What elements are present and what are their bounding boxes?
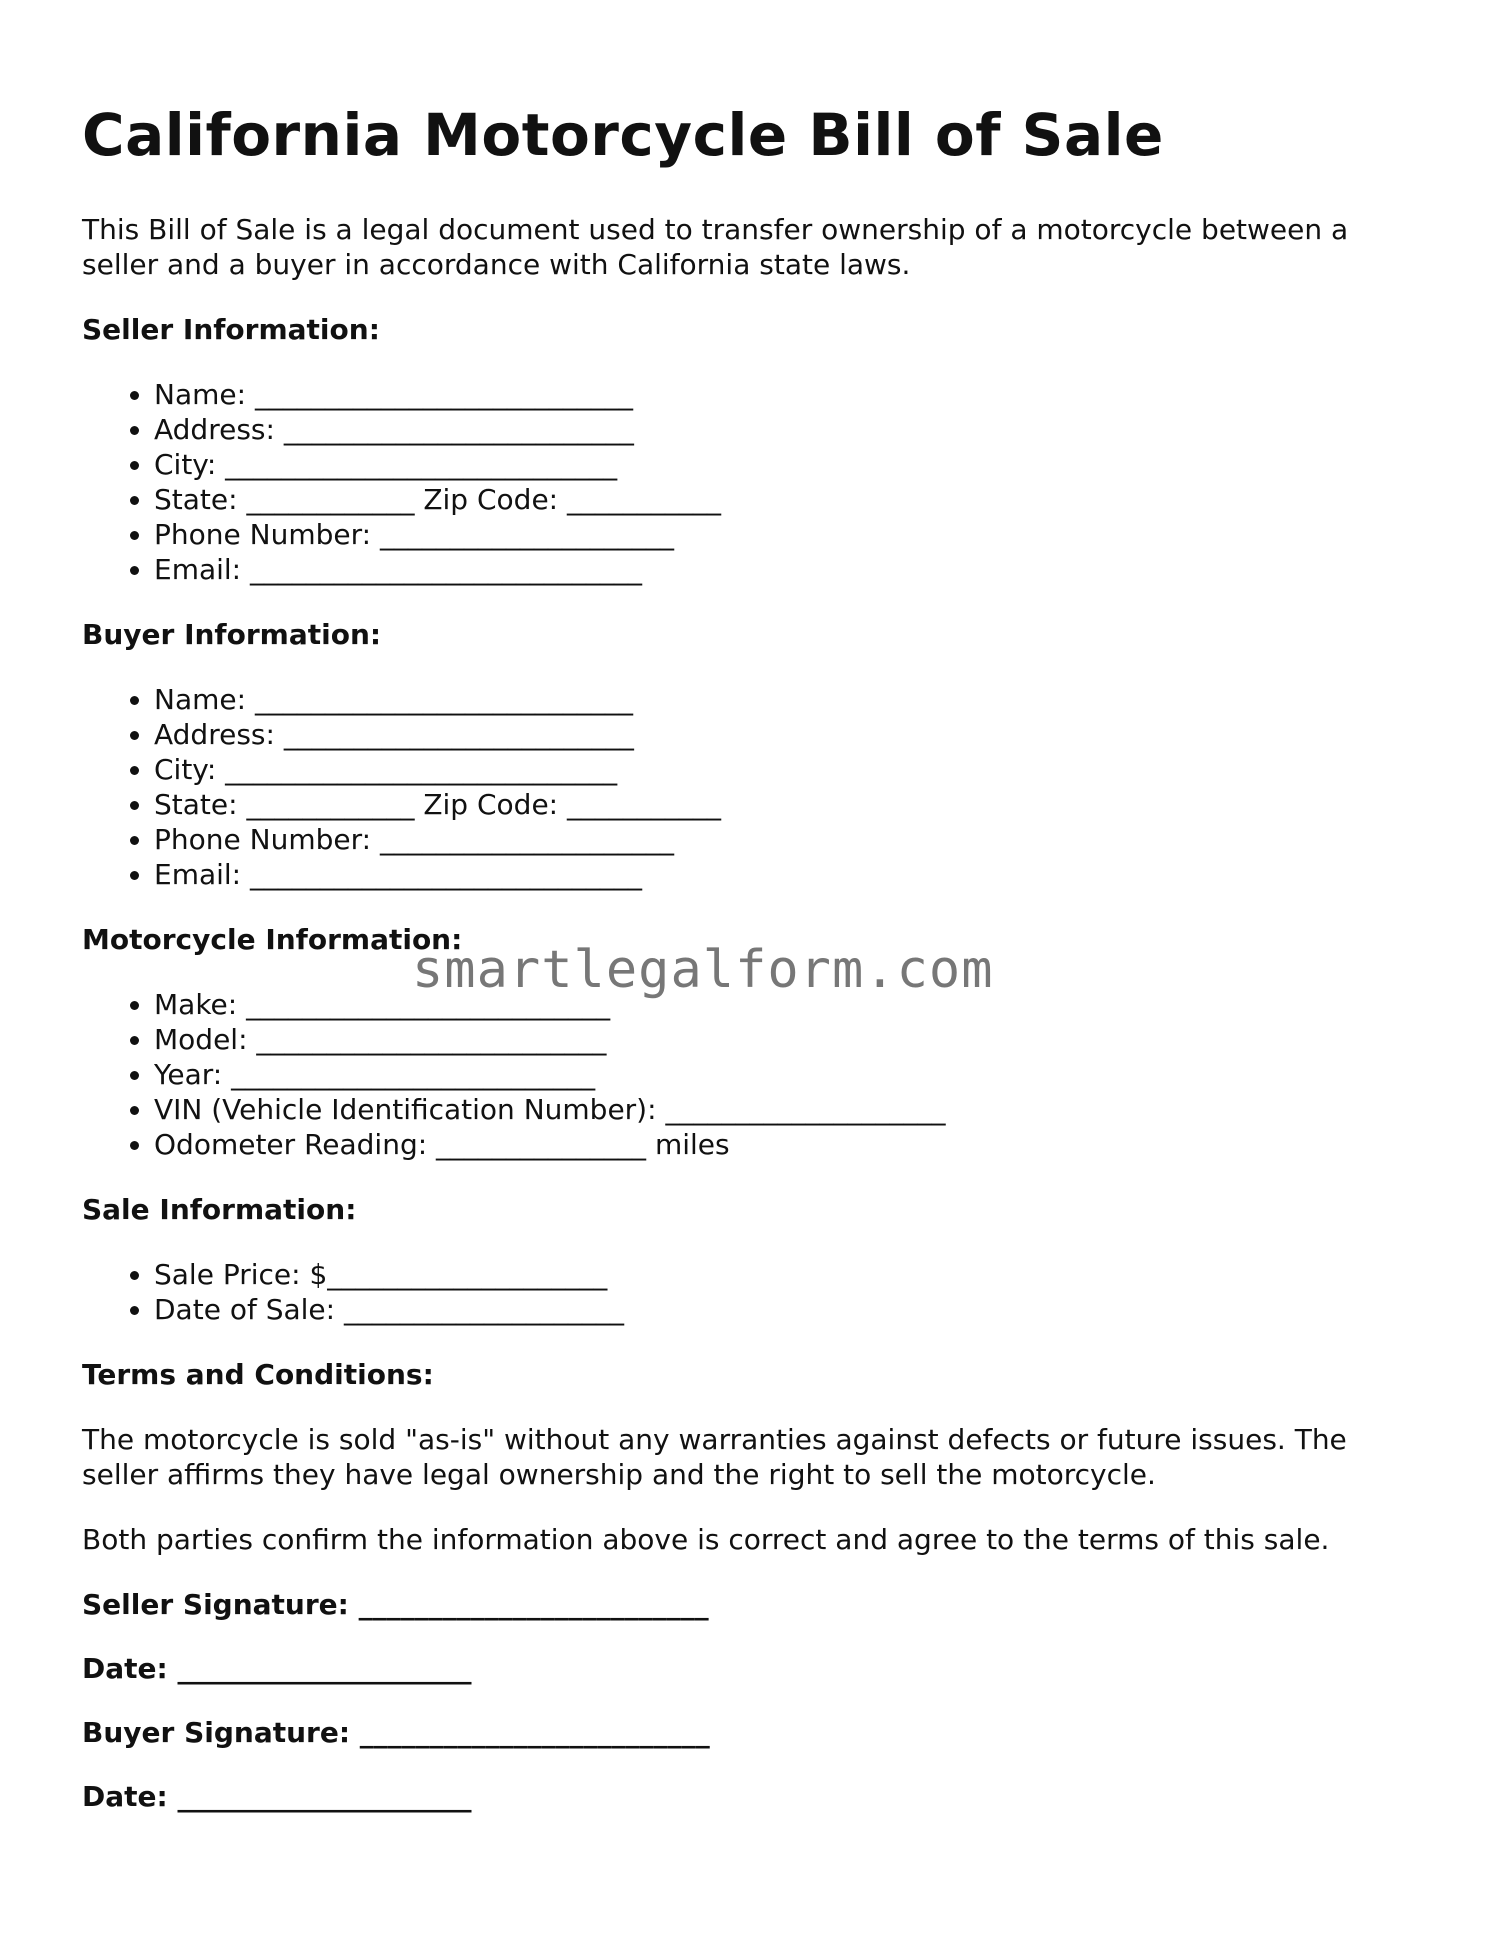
buyer-signature-line: Buyer Signature: _________________________ <box>82 1715 710 1749</box>
seller-email-field: • Email: ____________________________ <box>154 552 1412 587</box>
buyer-address-field: • Address: _________________________ <box>154 717 1412 752</box>
seller-phone-field: • Phone Number: _____________________ <box>154 517 1412 552</box>
buyer-date-line: Date: _____________________ <box>82 1779 472 1813</box>
seller-state-zip-field: • State: ____________ Zip Code: ___________ <box>154 482 1412 517</box>
sale-price-field: • Sale Price: $____________________ <box>154 1257 1412 1292</box>
intro-paragraph: This Bill of Sale is a legal document used to transfer ownership of a motorcycle between a seller and a buyer in accordance with California state laws. <box>82 212 1349 281</box>
sale-section-heading: Sale Information: <box>82 1192 357 1226</box>
motorcycle-year-field: • Year: __________________________ <box>154 1057 1412 1092</box>
motorcycle-info-list <box>82 987 1412 1162</box>
buyer-section-heading: Buyer Information: <box>82 617 382 651</box>
buyer-city-field: • City: ____________________________ <box>154 752 1412 787</box>
buyer-name-field: • Name: ___________________________ <box>154 682 1412 717</box>
terms-paragraph-as-is: The motorcycle is sold "as-is" without any warranties against defects or future issues. The seller affirms they have legal ownership and the right to sell the motorcycle. <box>82 1422 1347 1491</box>
seller-name-field: • Name: ___________________________ <box>154 377 1412 412</box>
motorcycle-model-field: • Model: _________________________ <box>154 1022 1412 1057</box>
watermark-text: smartlegalform.com <box>412 940 994 1000</box>
seller-signature-line: Seller Signature: _________________________ <box>82 1587 709 1621</box>
seller-date-line: Date: _____________________ <box>82 1651 472 1685</box>
buyer-email-field: • Email: ____________________________ <box>154 857 1412 892</box>
seller-address-field: • Address: _________________________ <box>154 412 1412 447</box>
motorcycle-odometer-field: • Odometer Reading: _______________ miles <box>154 1127 1412 1162</box>
document-title: California Motorcycle Bill of Sale <box>82 101 1164 169</box>
seller-info-list <box>82 377 1412 587</box>
terms-section-heading: Terms and Conditions: <box>82 1357 434 1391</box>
seller-section-heading: Seller Information: <box>82 312 380 346</box>
seller-city-field: • City: ____________________________ <box>154 447 1412 482</box>
terms-paragraph-confirmation: Both parties confirm the information above is correct and agree to the terms of this sale. <box>82 1522 1330 1556</box>
motorcycle-vin-field: • VIN (Vehicle Identification Number): ____________________ <box>154 1092 1412 1127</box>
buyer-state-zip-field: • State: ____________ Zip Code: ___________ <box>154 787 1412 822</box>
sale-date-field: • Date of Sale: ____________________ <box>154 1292 1412 1327</box>
motorcycle-make-field: • Make: __________________________ <box>154 987 1412 1022</box>
motorcycle-section-heading: Motorcycle Information: <box>82 922 463 956</box>
sale-info-list <box>82 1257 1412 1327</box>
buyer-phone-field: • Phone Number: _____________________ <box>154 822 1412 857</box>
buyer-info-list <box>82 682 1412 892</box>
